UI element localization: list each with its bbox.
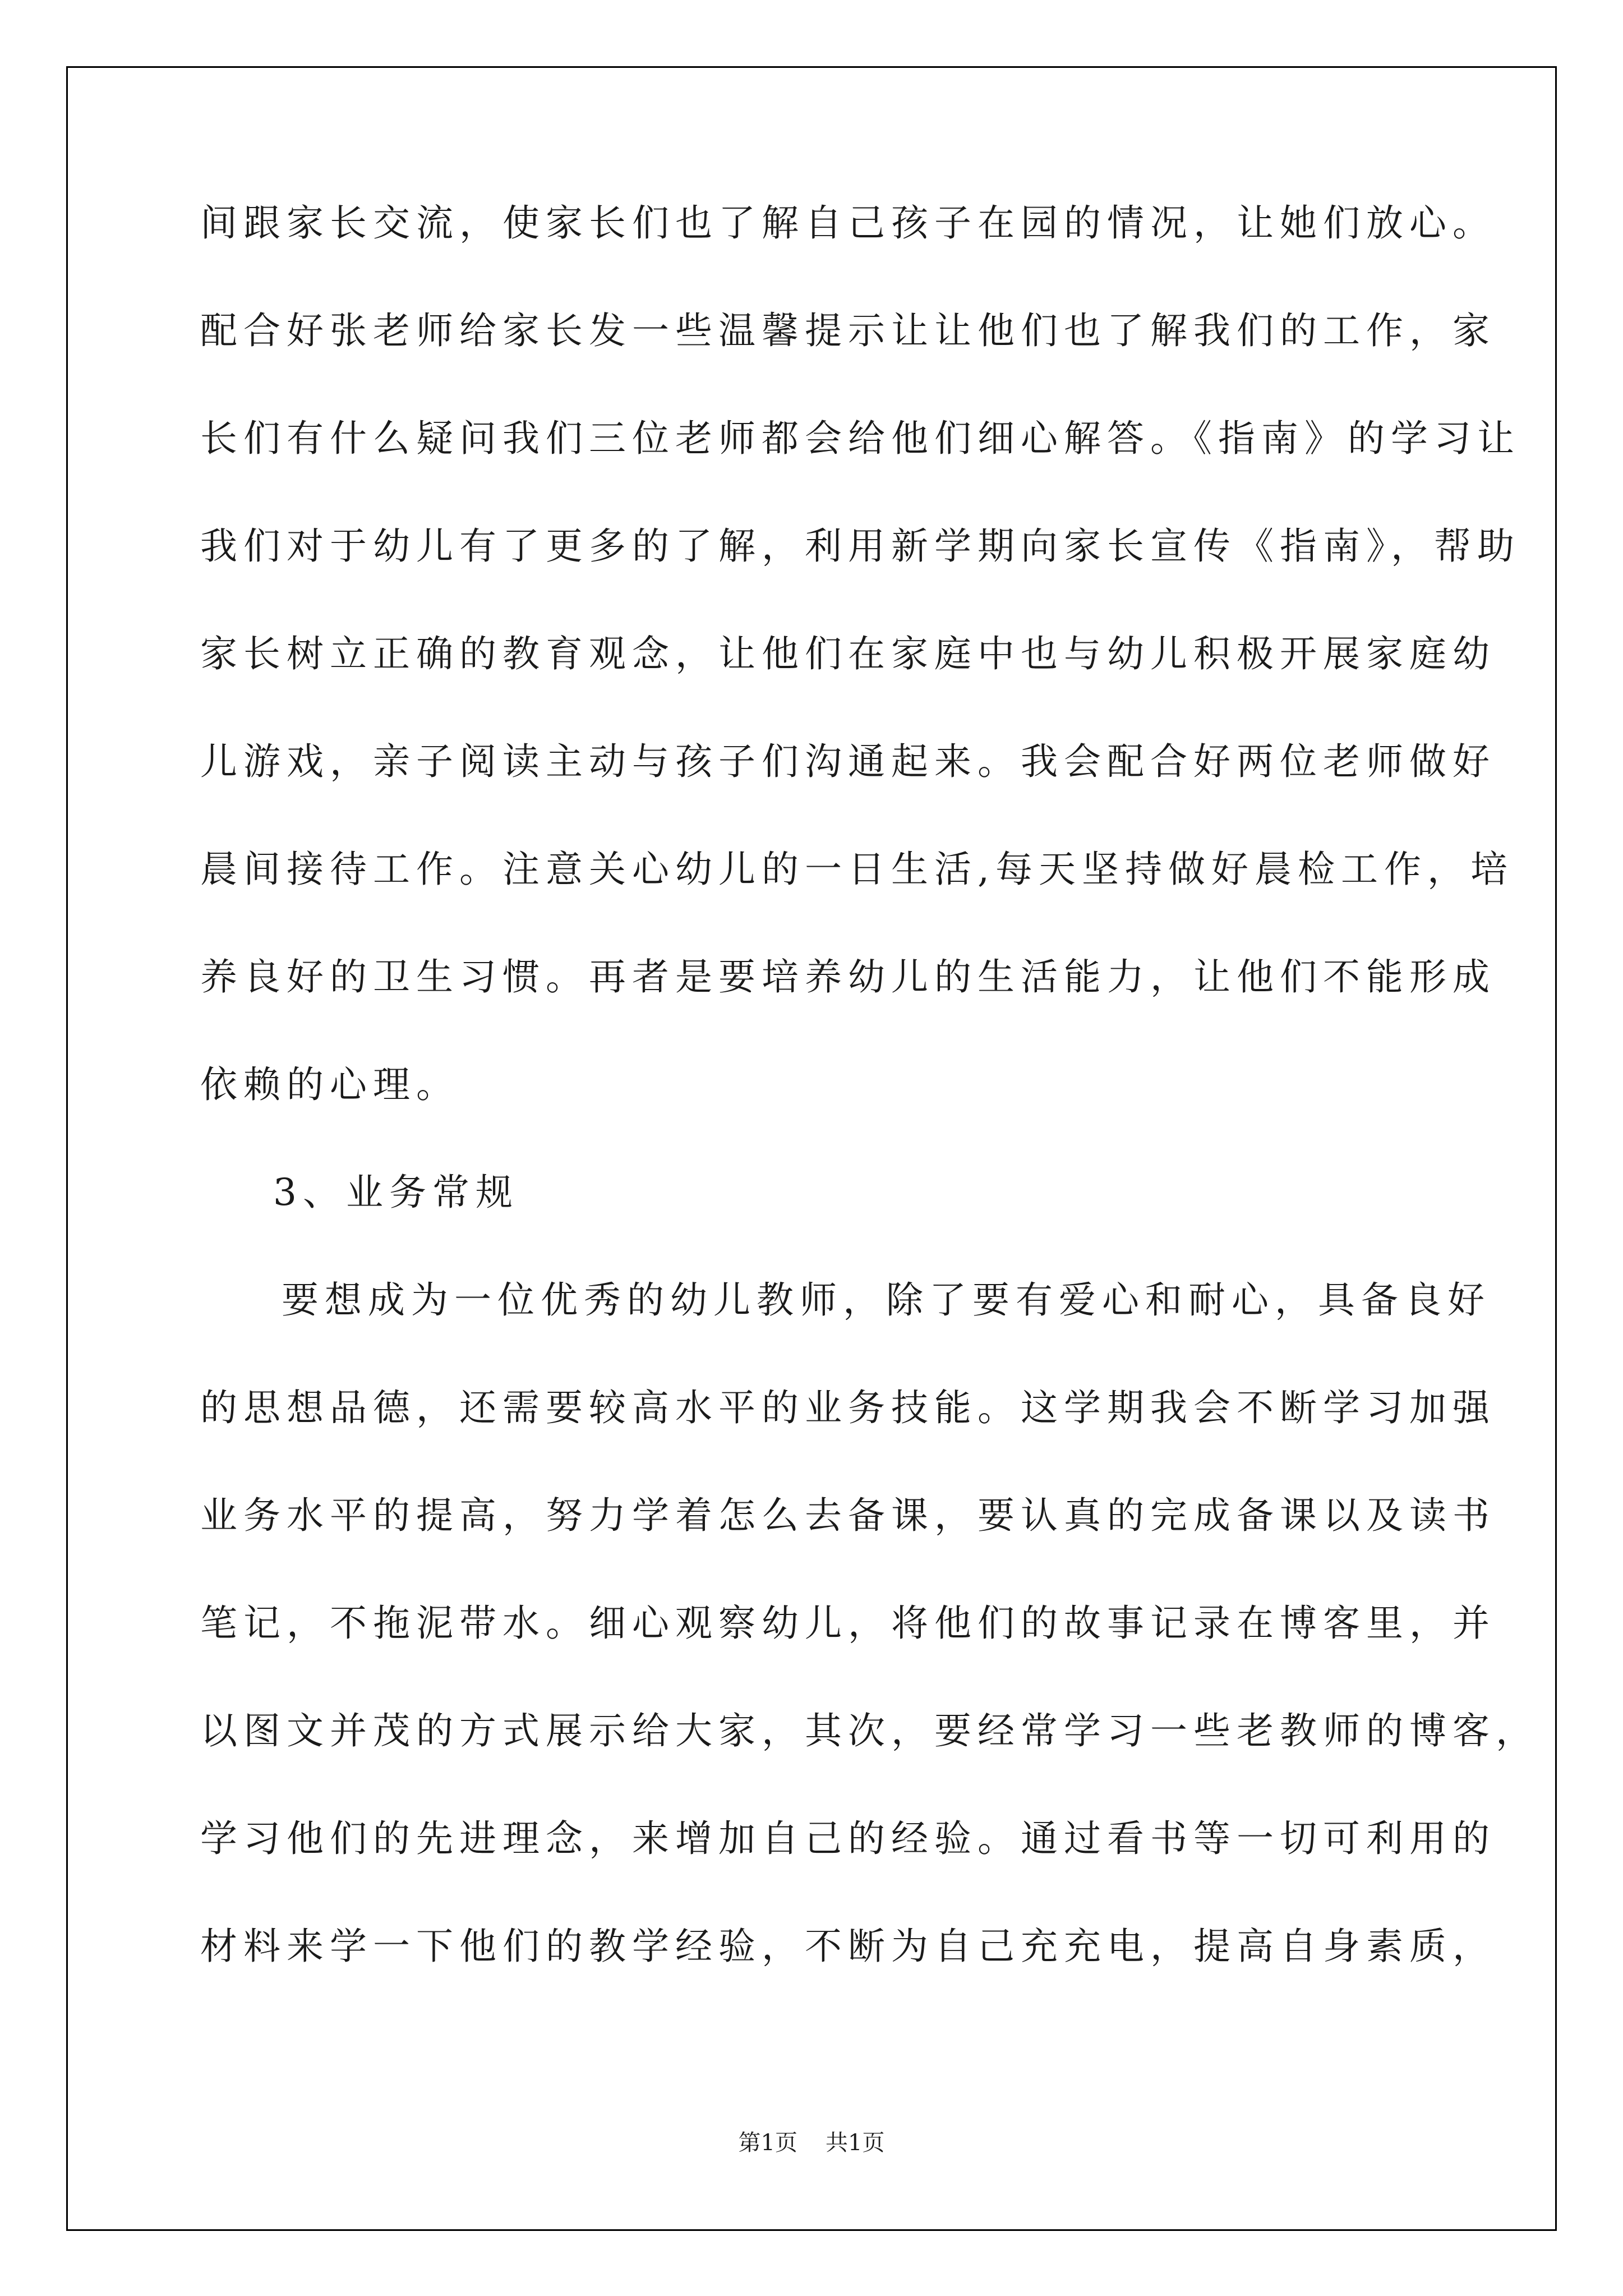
body-line: 依赖的心理。 bbox=[200, 1063, 459, 1106]
page-footer bbox=[0, 2126, 1623, 2160]
body-line: 长们有什么疑问我们三位老师都会给他们细心解答。《指南》的学习让 bbox=[200, 417, 1520, 460]
body-line: 晨间接待工作。注意关心幼儿的一日生活,每天坚持做好晨检工作，培 bbox=[200, 848, 1514, 891]
body-line: 的思想品德，还需要较高水平的业务技能。这学期我会不断学习加强 bbox=[200, 1386, 1496, 1429]
body-line: 配合好张老师给家长发一些温馨提示让让他们也了解我们的工作，家 bbox=[200, 309, 1496, 352]
body-line: 学习他们的先进理念，来增加自己的经验。通过看书等一切可利用的 bbox=[200, 1817, 1496, 1860]
body-line: 我们对于幼儿有了更多的了解，利用新学期向家长宣传《指南》，帮助 bbox=[200, 524, 1520, 568]
section-heading: 3、业务常规 bbox=[273, 1171, 519, 1214]
page-total: 共1页 bbox=[826, 2130, 885, 2156]
body-line: 笔记，不拖泥带水。细心观察幼儿，将他们的故事记录在博客里，并 bbox=[200, 1602, 1496, 1645]
body-line: 业务水平的提高，努力学着怎么去备课，要认真的完成备课以及读书 bbox=[200, 1494, 1496, 1537]
body-line: 材料来学一下他们的教学经验，不断为自己充充电，提高自身素质， bbox=[200, 1925, 1496, 1968]
paragraph-first-line: 要想成为一位优秀的幼儿教师，除了要有爱心和耐心，具备良好 bbox=[282, 1278, 1491, 1322]
page-number: 第1页 bbox=[738, 2130, 797, 2156]
body-line: 家长树立正确的教育观念，让他们在家庭中也与幼儿积极开展家庭幼 bbox=[200, 632, 1496, 675]
body-line: 间跟家长交流，使家长们也了解自己孩子在园的情况，让她们放心。 bbox=[200, 201, 1496, 245]
page-border bbox=[66, 66, 1557, 2231]
body-line: 养良好的卫生习惯。再者是要培养幼儿的生活能力，让他们不能形成 bbox=[200, 955, 1496, 999]
body-line: 儿游戏，亲子阅读主动与孩子们沟通起来。我会配合好两位老师做好 bbox=[200, 740, 1496, 783]
body-line: 以图文并茂的方式展示给大家，其次，要经常学习一些老教师的博客， bbox=[200, 1709, 1539, 1752]
